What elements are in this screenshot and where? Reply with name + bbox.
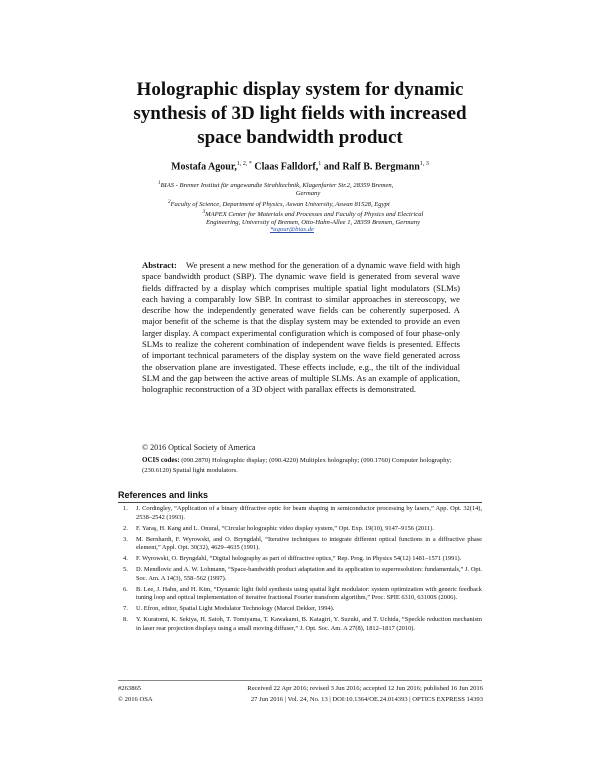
affiliation-line: BIAS - Bremer Institut für angewandte Strahltechnik, Klagenfurter Str.2, 28359 Bremen, — [160, 182, 394, 190]
reference-text: U. Efron, editor, Spatial Light Modulator Technology (Marcel Dekker, 1994). — [136, 605, 335, 613]
reference-text: B. Lee, J. Hahn, and H. Kim, “Dynamic light field synthesis using spatial light modulator: system optimization with generic feedback tuning loop and optical implementation of iterative fractional Fourier transform algorithm,” Proc. SPIE 6310, 63100S (2006). — [136, 585, 482, 602]
author-name: Claas Falldorf, — [254, 161, 319, 173]
copyright-notice: © 2016 Optical Society of America — [142, 443, 256, 452]
reference-item — [118, 555, 482, 564]
references-divider — [118, 502, 482, 503]
reference-number: 4. — [123, 555, 128, 563]
reference-text: M. Bernhardt, F. Wyrowski, and O. Bryngdahl, “Iterative techniques to integrate different optical functions in a diffractive phase element,” Appl. Opt. 30(32), 4629–4635 (1991). — [136, 535, 482, 552]
author-name: and Ralf B. Bergmann — [323, 161, 420, 173]
affiliation-marker: 3 — [202, 210, 206, 215]
title-line: Holographic display system for dynamic — [136, 79, 464, 100]
ocis-text: (090.2870) Holographic display; (090.4220) Multiplex holography; (090.1760) Computer holography; (230.6120) Spatial light modulators. — [142, 457, 452, 474]
affiliation-3 — [158, 209, 468, 227]
footer-received-dates: Received 22 Apr 2016; revised 3 Jun 2016; accepted 12 Jun 2016; published 16 Jun 2016 — [247, 685, 483, 692]
affiliation-line: Faculty of Science, Department of Physics, Aswan University, Aswan 81528, Egypt — [170, 201, 390, 209]
reference-number: 1. — [123, 505, 128, 512]
title-line: synthesis of 3D light fields with increased — [133, 103, 467, 124]
affiliation-2 — [168, 199, 468, 209]
abstract — [142, 260, 460, 396]
reference-item — [118, 586, 482, 603]
reference-text: Y. Kuratomi, K. Sekiya, H. Satoh, T. Tomiyama, T. Kawakami, B. Katagiri, Y. Suzuki, and T. Uchida, “Speckle reduction mechanism in laser rear projection displays using a small moving diffuser,” J. Opt. Soc. Am. A 27(8), 1812–1817 (2010). — [136, 616, 482, 632]
reference-item — [118, 525, 482, 534]
reference-text: D. Mendlovic and A. W. Lohmann, “Space-bandwidth product adaptation and its application to superresolution: fundamentals,” J. Opt. Soc. Am. A 14(3), 558–562 (1997). — [136, 566, 482, 582]
ocis-codes — [142, 455, 472, 476]
author-name: Mostafa Agour, — [171, 161, 237, 173]
reference-item — [118, 505, 482, 522]
corresponding-email-link[interactable]: *agour@bias.de — [270, 226, 314, 233]
reference-number: 7. — [123, 605, 128, 613]
author-affiliation-marker: 1, 2, * — [236, 161, 252, 167]
reference-number: 6. — [123, 585, 128, 593]
affiliation-line: MAPEX Center for Materials and Processes and Faculty of Physics and Electrical — [205, 211, 424, 219]
reference-number: 2. — [123, 524, 128, 532]
author-affiliation-marker: 1 — [318, 161, 322, 167]
footer-doc-id: #263865 — [118, 685, 142, 692]
reference-item — [118, 536, 482, 553]
reference-text: F. Wyrowski, O. Bryngdahl, “Digital holography as part of diffractive optics,” Rep. Prog. in Physics 54(12) 1481–1571 (1991). — [136, 555, 462, 563]
affiliation-1 — [158, 180, 458, 198]
footer-osa: © 2016 OSA — [118, 696, 153, 703]
paper-title — [120, 78, 480, 150]
footer-divider — [118, 680, 482, 681]
references-heading: References and links — [118, 490, 209, 500]
affiliation-marker: 1 — [158, 181, 161, 186]
reference-item — [118, 616, 482, 633]
reference-item — [118, 566, 482, 583]
reference-number: 8. — [123, 616, 128, 624]
ocis-label: OCIS codes: — [142, 456, 180, 464]
author-affiliation-marker: 1, 3 — [419, 161, 429, 167]
affiliation-line: Engineering, University of Bremen, Otto-Hahn-Allee 1, 28359 Bremen, Germany — [205, 219, 421, 227]
reference-text: F. Yaraş, H. Kang and L. Onural, “Circular holographic video display system,” Opt. Exp. 19(10), 9147–9156 (2011). — [136, 524, 434, 532]
abstract-text: We present a new method for the generation of a dynamic wave field with high space bandwidth product (SBP). The dynamic wave field is generated from several wave fields diffracted by a display which comprises multiple spatial light modulators (SLMs) each having a comparably low SBP. In contrast to similar approaches in stereoscopy, we describe how the independently generated wave fields can be coherently superposed. A major benefit of the scheme is that the display system may be extended to provide an even larger display. A compact experimental configuration which is composed of four phase-only SLMs to realize the coherent combination of independent wave fields is presented. Effects of important technical parameters of the display system on the wave field generated across the observation plane are investigated. These effects include, e.g., the tilt of the individual SLM and the gap between the active areas of multiple SLMs. As an example of application, holographic reconstruction of a 3D object with parallax effects is demonstrated. — [142, 260, 461, 395]
affiliation-line: Germany — [295, 190, 321, 198]
reference-item — [118, 605, 482, 614]
references-list — [118, 505, 482, 636]
reference-number: 5. — [123, 566, 128, 574]
abstract-label: Abstract: — [142, 260, 177, 270]
reference-text: J. Cordingley, “Application of a binary diffractive optic for beam shaping in semiconductor processing by lasers,” App. Opt. 32(14), 2538–2542 (1993). — [136, 505, 482, 521]
reference-number: 3. — [123, 535, 128, 543]
affiliation-marker: 2 — [168, 200, 171, 205]
footer-citation: 27 Jun 2016 | Vol. 24, No. 13 | DOI:10.1364/OE.24.014393 | OPTICS EXPRESS 14393 — [250, 696, 483, 703]
author-list — [120, 161, 480, 172]
title-line: space bandwidth product — [197, 127, 403, 148]
